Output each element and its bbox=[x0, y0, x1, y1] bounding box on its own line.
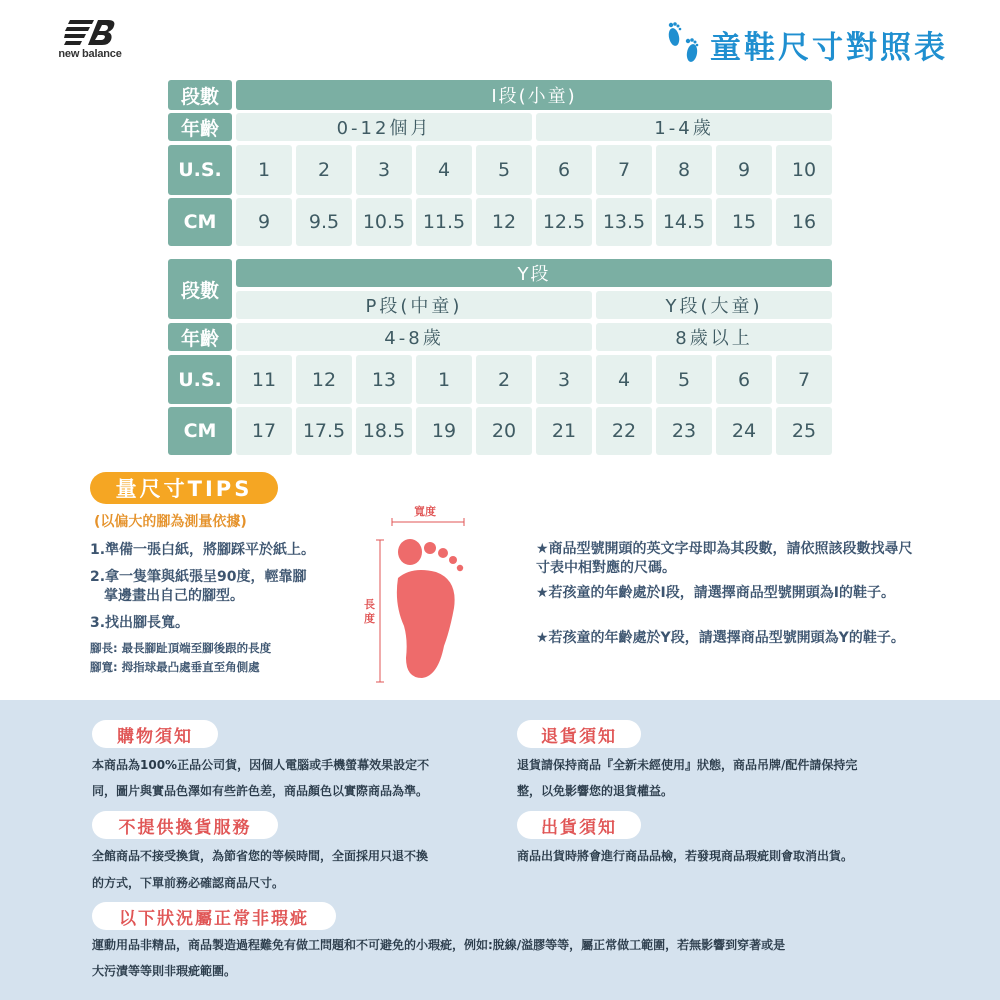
tips-note: ★若孩童的年齡處於I段，請選擇商品型號開頭為I的鞋子。 bbox=[536, 585, 895, 601]
feet-icon bbox=[664, 21, 704, 67]
tips-step: 2.拿一隻筆與紙張呈90度，輕靠腳 bbox=[90, 569, 307, 585]
size-cm-cell: 24 bbox=[716, 407, 772, 455]
size-us-cell: 7 bbox=[776, 355, 832, 404]
size-us-cell: 6 bbox=[716, 355, 772, 404]
no-exchange-text: 全館商品不接受換貨，為節省您的等候時間，全面採用只退不換 bbox=[92, 849, 429, 863]
tips-note: ★商品型號開頭的英文字母即為其段數，請依照該段數找尋尺寸表中相對應的尺碼。 bbox=[536, 541, 913, 576]
size-us-cell: 11 bbox=[236, 355, 292, 404]
size-us-cell: 12 bbox=[296, 355, 352, 404]
nb-logo-icon bbox=[64, 18, 116, 46]
page-title: 童鞋尺寸對照表 bbox=[710, 29, 948, 66]
size-cm-cell: 20 bbox=[476, 407, 532, 455]
size-us-cell: 9 bbox=[716, 145, 772, 195]
size-us-cell: 3 bbox=[356, 145, 412, 195]
table-i-cm-label: CM bbox=[168, 198, 232, 246]
tips-note: ★若孩童的年齡處於Y段，請選擇商品型號開頭為Y的鞋子。 bbox=[536, 630, 905, 646]
no-exchange-title: 不提供換貨服務 bbox=[92, 811, 278, 839]
table-y-age-label: 年齡 bbox=[168, 323, 232, 351]
size-cm-cell: 17.5 bbox=[296, 407, 352, 455]
size-us-cell: 10 bbox=[776, 145, 832, 195]
table-i-segment-name: I段(小童) bbox=[236, 80, 832, 110]
table-i-age-label: 年齡 bbox=[168, 113, 232, 141]
shopping-notice-text: 同，圖片與實品色澤如有些許色差，商品顏色以實際商品為準。 bbox=[92, 784, 429, 798]
size-cm-cell: 12 bbox=[476, 198, 532, 246]
defects-notice-title: 以下狀況屬正常非瑕疵 bbox=[92, 902, 336, 930]
title-block bbox=[664, 18, 948, 70]
size-us-cell: 5 bbox=[656, 355, 712, 404]
size-us-cell: 7 bbox=[596, 145, 652, 195]
size-cm-cell: 9 bbox=[236, 198, 292, 246]
size-us-cell: 8 bbox=[656, 145, 712, 195]
no-exchange-text: 的方式，下單前務必確認商品尺寸。 bbox=[92, 876, 285, 890]
size-cm-cell: 18.5 bbox=[356, 407, 412, 455]
size-cm-cell: 23 bbox=[656, 407, 712, 455]
size-us-cell: 4 bbox=[596, 355, 652, 404]
tips-step: 1.準備一張白紙，將腳踩平於紙上。 bbox=[90, 542, 316, 558]
size-us-cell: 1 bbox=[416, 355, 472, 404]
size-us-cell: 2 bbox=[296, 145, 352, 195]
brand-logo bbox=[52, 18, 128, 62]
table-y-sub-segment: P段(中童) bbox=[236, 291, 592, 319]
size-cm-cell: 16 bbox=[776, 198, 832, 246]
table-y-segment-label: 段數 bbox=[168, 259, 232, 319]
size-us-cell: 2 bbox=[476, 355, 532, 404]
returns-notice-text: 整，以免影響您的退貨權益。 bbox=[517, 784, 674, 798]
tips-title: 量尺寸TIPS bbox=[90, 472, 278, 504]
brand-text: new balance bbox=[58, 48, 122, 60]
size-us-cell: 13 bbox=[356, 355, 412, 404]
size-cm-cell: 13.5 bbox=[596, 198, 652, 246]
length-label: 長度 bbox=[364, 598, 375, 625]
size-cm-cell: 15 bbox=[716, 198, 772, 246]
defects-notice-text: 運動用品非精品，商品製造過程難免有做工問題和不可避免的小瑕疵，例如:脫線/溢膠等等，屬正常做工範圍，若無影響到穿著或是 bbox=[92, 938, 786, 952]
table-i-age-group: 1-4歲 bbox=[536, 113, 832, 141]
table-y-age-group: 4-8歲 bbox=[236, 323, 592, 351]
size-cm-cell: 17 bbox=[236, 407, 292, 455]
size-us-cell: 6 bbox=[536, 145, 592, 195]
size-us-cell: 4 bbox=[416, 145, 472, 195]
table-i-us-label: U.S. bbox=[168, 145, 232, 195]
size-cm-cell: 19 bbox=[416, 407, 472, 455]
size-cm-cell: 10.5 bbox=[356, 198, 412, 246]
table-i-age-group: 0-12個月 bbox=[236, 113, 532, 141]
size-us-cell: 5 bbox=[476, 145, 532, 195]
shipping-notice-text: 商品出貨時將會進行商品品檢，若發現商品瑕疵則會取消出貨。 bbox=[517, 849, 854, 863]
size-cm-cell: 14.5 bbox=[656, 198, 712, 246]
table-y-age-group: 8歲以上 bbox=[596, 323, 832, 351]
tips-step: 掌邊畫出自己的腳型。 bbox=[104, 588, 244, 604]
shopping-notice-text: 本商品為100%正品公司貨，因個人電腦或手機螢幕效果設定不 bbox=[92, 758, 430, 772]
tips-subtitle: (以偏大的腳為測量依據) bbox=[94, 514, 247, 530]
foot-measure-icon bbox=[372, 508, 482, 686]
defects-notice-text: 大污漬等等則非瑕疵範圍。 bbox=[92, 964, 237, 978]
table-y-segment-name: Y段 bbox=[236, 259, 832, 287]
size-cm-cell: 22 bbox=[596, 407, 652, 455]
returns-notice-text: 退貨請保持商品『全新未經使用』狀態，商品吊牌/配件請保持完 bbox=[517, 758, 858, 772]
shipping-notice-title: 出貨須知 bbox=[517, 811, 641, 839]
size-cm-cell: 11.5 bbox=[416, 198, 472, 246]
size-us-cell: 3 bbox=[536, 355, 592, 404]
returns-notice-title: 退貨須知 bbox=[517, 720, 641, 748]
tips-step: 3.找出腳長寬。 bbox=[90, 615, 190, 631]
size-cm-cell: 25 bbox=[776, 407, 832, 455]
table-y-cm-label: CM bbox=[168, 407, 232, 455]
table-y-sub-segment: Y段(大童) bbox=[596, 291, 832, 319]
length-definition: 腳長: 最長腳趾頂端至腳後跟的長度 bbox=[90, 641, 272, 655]
table-i-segment-label: 段數 bbox=[168, 80, 232, 110]
size-cm-cell: 9.5 bbox=[296, 198, 352, 246]
width-label: 寬度 bbox=[414, 505, 436, 518]
table-y-us-label: U.S. bbox=[168, 355, 232, 404]
size-cm-cell: 21 bbox=[536, 407, 592, 455]
shopping-notice-title: 購物須知 bbox=[92, 720, 218, 748]
size-cm-cell: 12.5 bbox=[536, 198, 592, 246]
size-us-cell: 1 bbox=[236, 145, 292, 195]
width-definition: 腳寬: 拇指球最凸處垂直至角側處 bbox=[90, 660, 260, 674]
